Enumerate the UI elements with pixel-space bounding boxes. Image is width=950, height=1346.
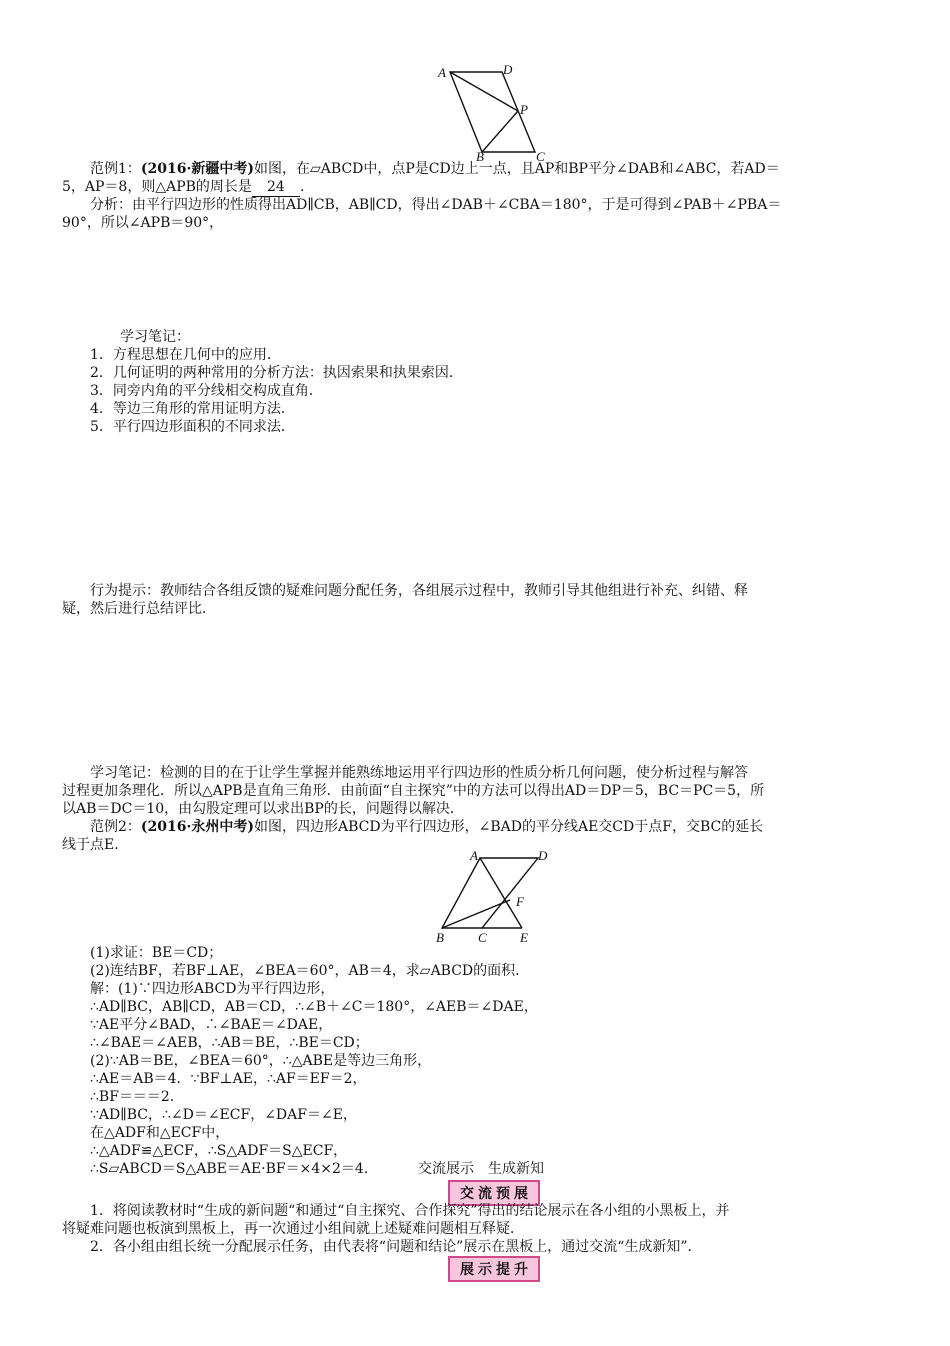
example1-period: .	[299, 179, 305, 195]
behavior-line1: 行为提示：教师结合各组反馈的疑难问题分配任务，各组展示过程中，教师引导其他组进行补充、纠错、释	[90, 583, 748, 599]
notes1-item-2: 2．几何证明的两种常用的分析方法：执因索果和执果索因．	[90, 365, 463, 381]
label-b: B	[476, 149, 484, 162]
label-d: D	[503, 62, 513, 77]
parallelogram-outline	[442, 858, 538, 928]
exchange-line3: 2．各小组由组长统一分配展示任务，由代表将“问题和结论”展示在黑板上，通过交流“生成新知”．	[90, 1239, 702, 1255]
example2-line2: 线于点E.	[62, 837, 119, 853]
example1-question: 5，AP＝8，则△APB的周长是	[62, 179, 252, 195]
figure-parallelogram-abcd-p	[430, 62, 560, 162]
badge-display-improve: 展示提升	[448, 1256, 540, 1282]
example2-line1	[90, 818, 763, 836]
notes2-line2: 过程更加条理化．所以△APB是直角三角形．由前面“自主探究”中的方法可以得出AD＝DP＝5，BC＝PC＝5，所	[62, 783, 765, 799]
label-b: B	[436, 930, 444, 945]
solution-line-8: ∴AE＝AB＝4．∵BF⊥AE，∴AF＝EF＝2，	[90, 1071, 367, 1087]
figure-parallelogram-abcd-e-f	[430, 846, 560, 946]
notes1-item-1: 1．方程思想在几何中的应用．	[90, 347, 281, 363]
label-a: A	[470, 848, 478, 863]
example1-analysis-line1: 分析：由平行四边形的性质得出AD∥CB，AB∥CD，得出∠DAB＋∠CBA＝180°，于是可得到∠PAB＋∠PBA＝	[90, 197, 782, 213]
solution-line-12: ∴△ADF≌△ECF，∴S△ADF＝S△ECF，	[90, 1143, 348, 1159]
solution-line-9: ∴BF＝＝＝2．	[90, 1089, 184, 1105]
exchange-line1: 1．将阅读教材时“生成的新问题“和通过“自主探究、合作探究”得出的结论展示在各小组的小黑板上，并	[90, 1203, 730, 1219]
solution-line-3: 解：(1)∵四边形ABCD为平行四边形，	[90, 981, 335, 997]
example2-prefix: 范例2：	[90, 819, 141, 835]
label-a: A	[438, 65, 446, 80]
badge-exchange-preview: 交流预展	[448, 1180, 540, 1206]
example1-analysis-line2: 90°，所以∠APB＝90°，	[62, 215, 224, 231]
label-p: P	[520, 102, 528, 117]
solution-line-2: (2)连结BF，若BF⊥AE，∠BEA＝60°，AB＝4，求▱ABCD的面积．	[90, 963, 530, 979]
notes2-line1: 学习笔记：检测的目的在于让学生掌握并能熟练地运用平行四边形的性质分析几何问题，使分析过程与解答	[90, 765, 748, 781]
solution-line-4: ∴AD∥BC，AB∥CD，AB＝CD，∴∠B＋∠C＝180°，∠AEB＝∠DAE，	[90, 999, 538, 1015]
example1-prefix: 范例1：	[90, 161, 141, 177]
example2-source: (2016·永州中考)	[140, 819, 255, 835]
example2-text: 如图，四边形ABCD为平行四边形，∠BAD的平分线AE交CD于点F，交BC的延长	[254, 819, 764, 835]
example1-text: 如图，在▱ABCD中，点P是CD边上一点，且AP和BP平分∠DAB和∠ABC，若AD＝	[254, 161, 780, 177]
exchange-line2: 将疑难问题也板演到黑板上，再一次通过小组间就上述疑难问题相互释疑．	[62, 1221, 524, 1237]
label-c: C	[478, 930, 487, 945]
label-e: E	[520, 930, 528, 945]
behavior-line2: 疑，然后进行总结评比．	[62, 601, 216, 617]
example1-line2	[62, 178, 304, 197]
solution-line-6: ∴∠BAE＝∠AEB，∴AB＝BE，∴BE＝CD；	[90, 1035, 369, 1051]
notes1-item-5: 5．平行四边形面积的不同求法．	[90, 419, 295, 435]
notes1-title: 学习笔记：	[120, 329, 190, 345]
notes1-item-3: 3．同旁内角的平分线相交构成直角．	[90, 383, 323, 399]
label-d: D	[538, 848, 548, 863]
solution-line-5: ∵AE平分∠BAD，∴∠BAE＝∠DAE，	[90, 1017, 333, 1033]
segment-ae	[480, 858, 522, 928]
notes2-line3: 以AB＝DC＝10，由勾股定理可以求出BP的长，问题得以解决．	[62, 801, 464, 817]
segment-bf	[442, 900, 510, 928]
notes1-item-4: 4．等边三角形的常用证明方法．	[90, 401, 295, 417]
example1-line1	[90, 160, 780, 178]
solution-line-7: (2)∵AB＝BE，∠BEA＝60°，∴△ABE是等边三角形，	[90, 1053, 432, 1069]
solution-line-13: ∴S▱ABCD＝S△ABE＝AE·BF＝×4×2＝4.	[90, 1161, 369, 1177]
example1-answer: 24	[252, 178, 300, 197]
segment-bp	[482, 111, 518, 152]
example1-source: (2016·新疆中考)	[140, 161, 255, 177]
solution-line-10: ∵AD∥BC，∴∠D＝∠ECF，∠DAF＝∠E，	[90, 1107, 357, 1123]
solution-line-11: 在△ADF和△ECF中，	[90, 1125, 230, 1141]
section-title: 交流展示 生成新知	[418, 1161, 544, 1177]
label-c: C	[536, 149, 545, 162]
segment-ap	[450, 72, 518, 111]
solution-line-1: (1)求证：BE＝CD；	[90, 945, 223, 961]
label-f: F	[516, 894, 524, 909]
